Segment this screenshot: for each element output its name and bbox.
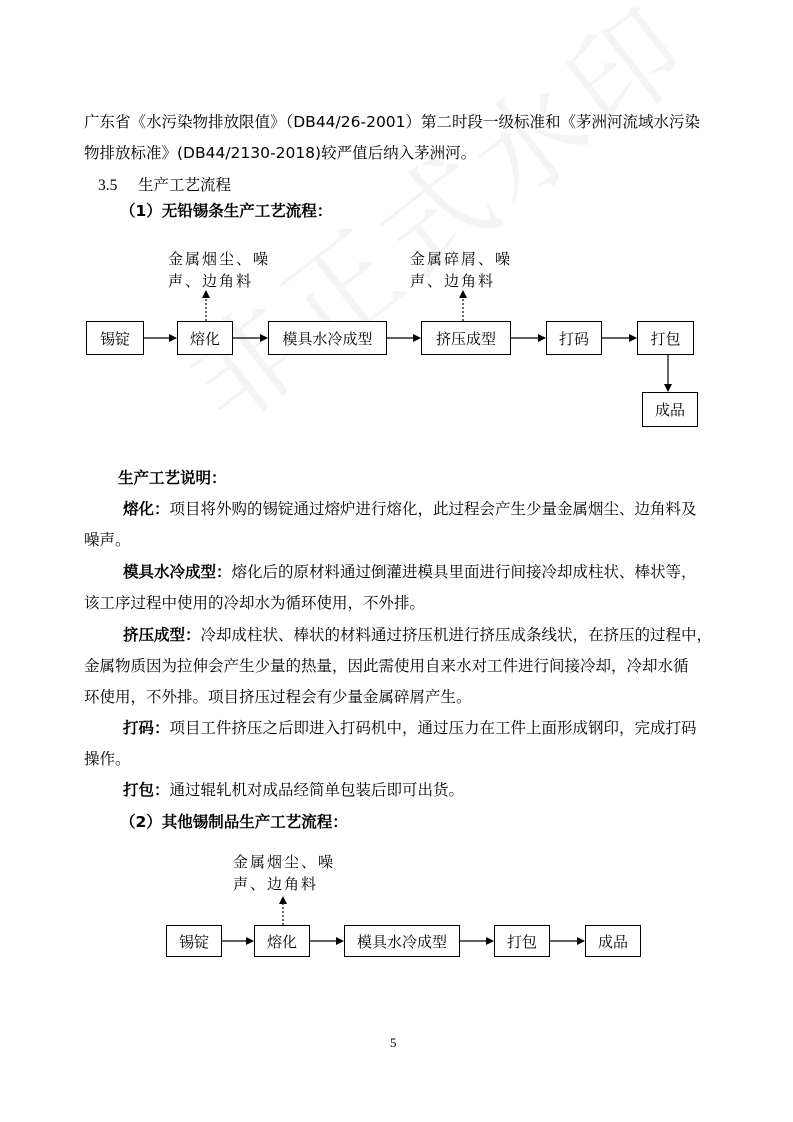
desc-extrude-text: 冷却成柱状、棒状的材料通过挤压机进行挤压成条线状，在挤压的过程中， (200, 626, 713, 644)
flow2-step-product: 成品 (585, 925, 641, 957)
flow1-title: （1）无铅锡条生产工艺流程： (120, 202, 333, 220)
desc-pack-line1 (123, 780, 464, 800)
flow1-note2 (410, 248, 512, 292)
intro-line-1: 广东省《水污染物排放限值》（DB44/26-2001）第二时段一级标准和《茅洲河流域水污染 (84, 113, 701, 131)
desc-extrude-label: 挤压成型： (123, 626, 201, 644)
flow1-step-mold-water-cooling: 模具水冷成型 (268, 321, 387, 355)
page-number: 5 (390, 1035, 397, 1050)
flow2-step-tin-ingot: 锡锭 (166, 925, 222, 957)
desc-extrude-line3: 环使用，不外排。项目挤压过程会有少量金属碎屑产生。 (84, 688, 472, 706)
watermark (150, 0, 720, 455)
flow1-step-packing: 打包 (637, 321, 694, 355)
desc-melt-label: 熔化： (123, 500, 170, 518)
flow2-step-melting: 熔化 (254, 925, 310, 957)
section-title: 生产工艺流程 (138, 176, 232, 194)
desc-pack-label: 打包： (123, 781, 170, 799)
flow1-note1-line2: 声、边角料 (168, 272, 254, 290)
desc-code-label: 打码： (123, 719, 170, 737)
desc-mold-text: 熔化后的原材料通过倒灌进模具里面进行间接冷却成柱状、棒状等， (231, 563, 697, 581)
desc-pack-text: 通过辊轧机对成品经简单包装后即可出货。 (169, 781, 465, 799)
desc-melt-text: 项目将外购的锡锭通过熔炉进行熔化，此过程会产生少量金属烟尘、边角料及 (169, 500, 697, 518)
desc-mold-line1 (123, 562, 697, 582)
flow1-step-extrusion: 挤压成型 (421, 321, 511, 355)
flow1-step-coding: 打码 (546, 321, 602, 355)
intro-line-2: 物排放标准》(DB44/2130-2018)较严值后纳入茅洲河。 (84, 144, 477, 162)
flow1-step-product: 成品 (642, 392, 698, 427)
flow1-note1 (168, 248, 270, 292)
flow2-title: （2）其他锡制品生产工艺流程： (120, 813, 348, 831)
desc-mold-label: 模具水冷成型： (123, 563, 232, 581)
desc-melt-line1 (123, 499, 697, 519)
section-number: 3.5 (98, 177, 118, 194)
flow1-note2-line1: 金属碎屑、噪 (410, 250, 513, 268)
flow2-note-line1: 金属烟尘、噪 (233, 853, 336, 871)
flow2-step-packing: 打包 (494, 925, 550, 957)
desc-extrude-line1 (123, 625, 712, 645)
desc-code-text: 项目工件挤压之后即进入打码机中，通过压力在工件上面形成钢印，完成打码 (169, 719, 697, 737)
desc-melt-line2: 噪声。 (84, 531, 131, 549)
desc-extrude-line2: 金属物质因为拉伸会产生少量的热量，因此需使用自来水对工件进行间接冷却，冷却水循 (84, 657, 689, 675)
desc-mold-line2: 该工序过程中使用的冷却水为循环使用，不外排。 (84, 594, 426, 612)
desc-code-line1 (123, 718, 697, 738)
flow2-note (233, 851, 335, 895)
desc-code-line2: 操作。 (84, 750, 131, 768)
flow2-step-mold-water-cooling: 模具水冷成型 (344, 925, 460, 957)
flow2-note-line2: 声、边角料 (233, 875, 319, 893)
flow1-step-tin-ingot: 锡锭 (86, 321, 144, 355)
flow1-note2-line2: 声、边角料 (410, 272, 496, 290)
desc-heading: 生产工艺说明： (118, 469, 227, 487)
flow1-note1-line1: 金属烟尘、噪 (168, 250, 271, 268)
flow1-step-melting: 熔化 (177, 321, 233, 355)
